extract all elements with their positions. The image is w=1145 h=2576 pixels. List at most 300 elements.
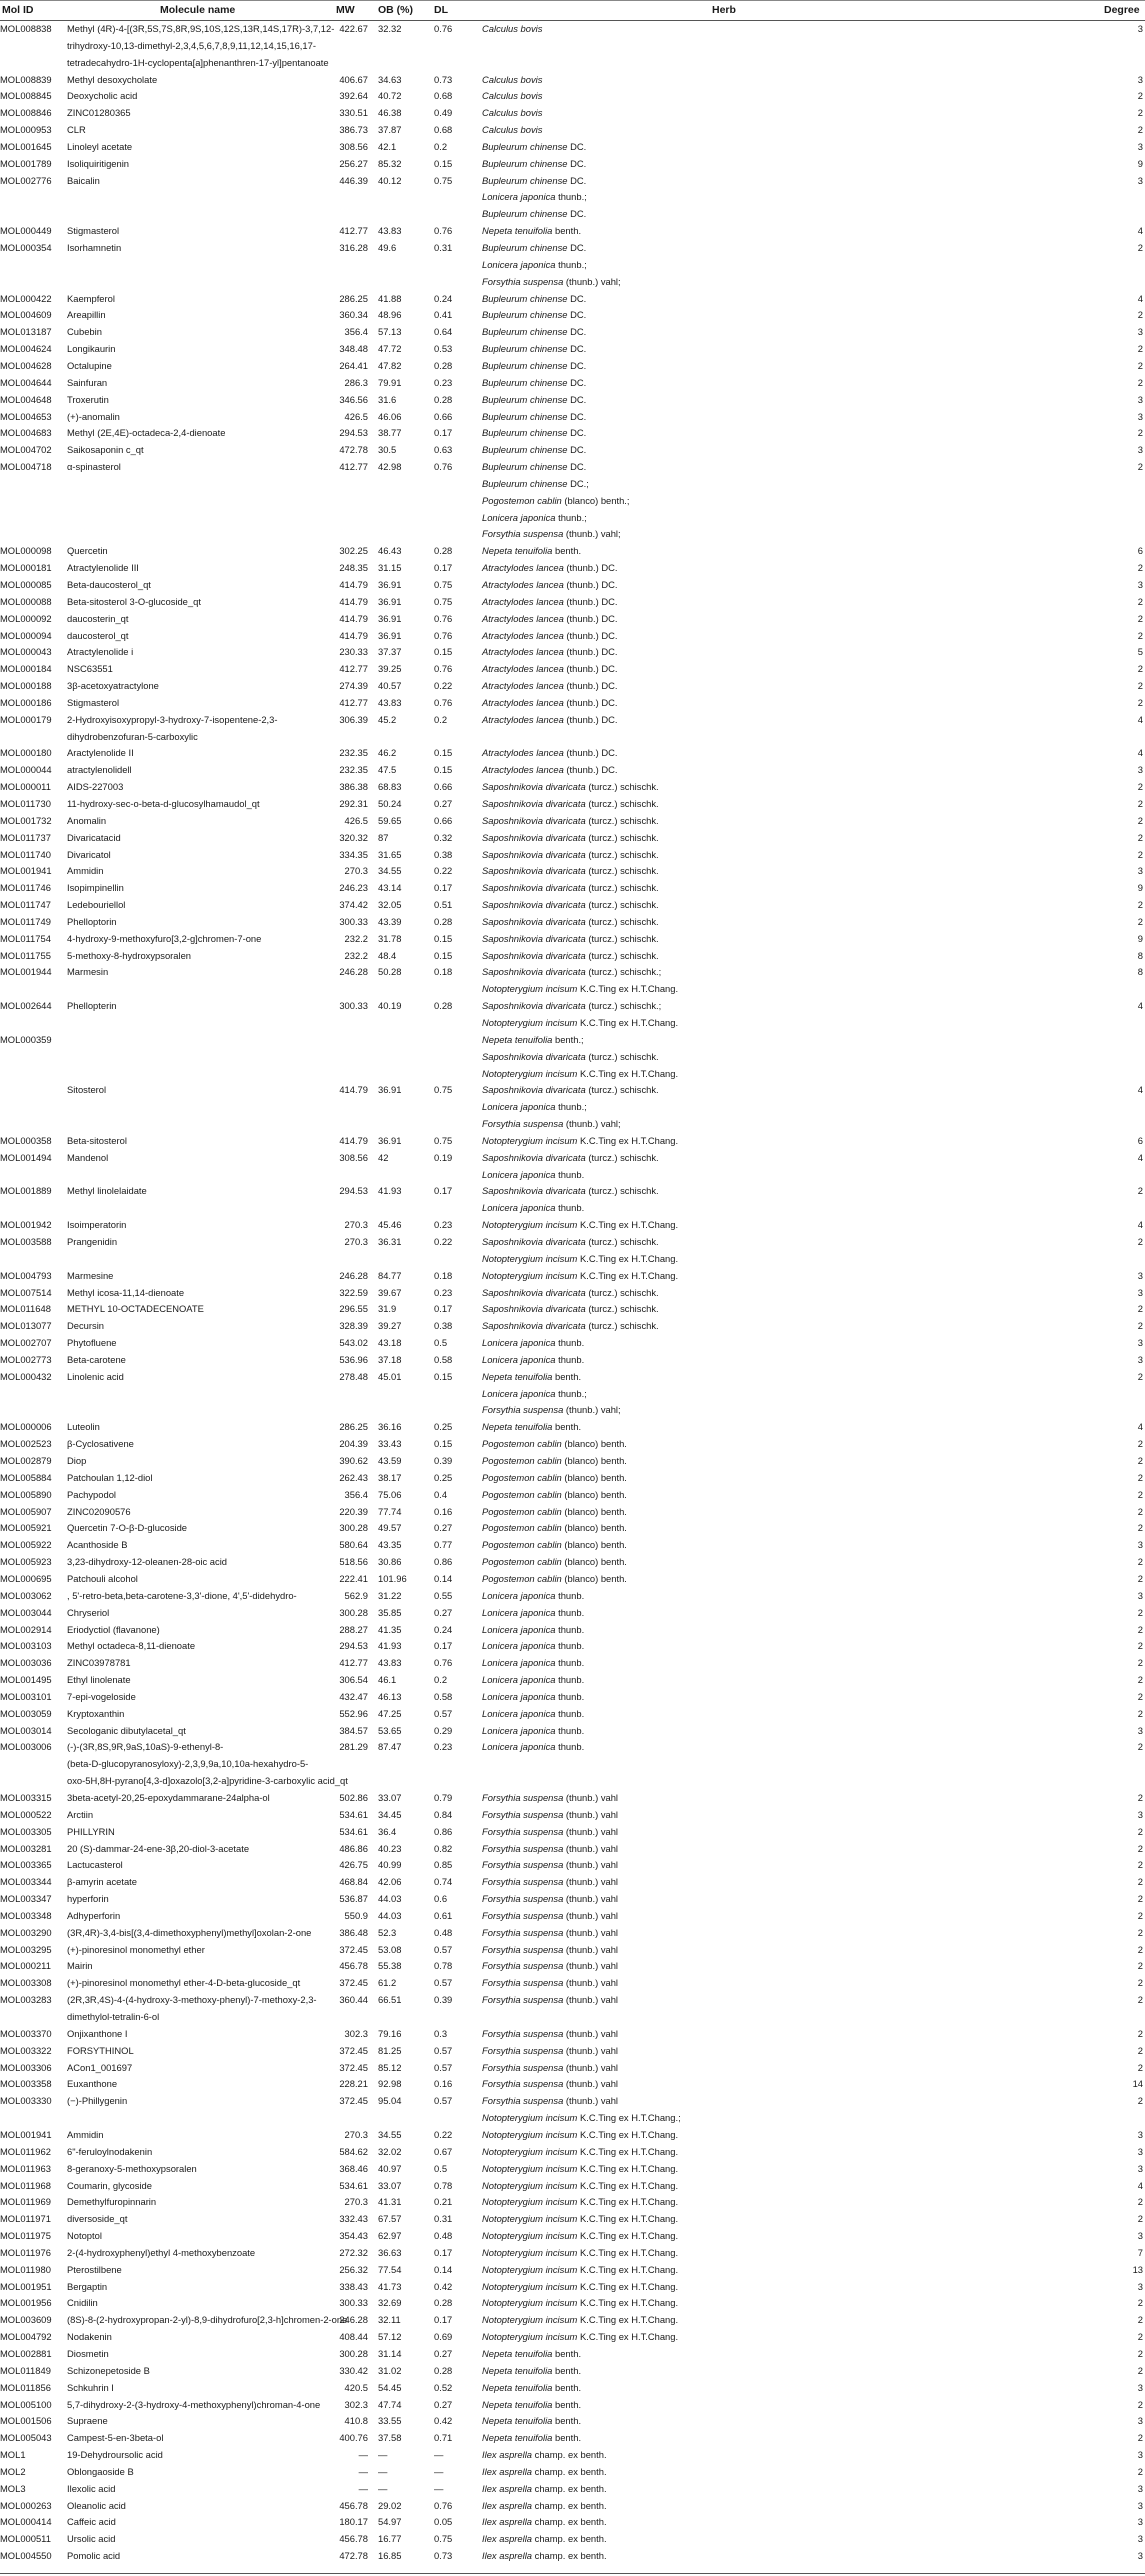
mol-id-cell: MOL000011 bbox=[0, 781, 51, 793]
ob-cell: 33.07 bbox=[378, 1792, 402, 1803]
mol-id-cell: MOL000044 bbox=[0, 764, 52, 776]
table-row bbox=[0, 2517, 1145, 2534]
dl-cell: 0.2 bbox=[434, 140, 448, 152]
ob-cell: 31.6 bbox=[378, 393, 397, 405]
herb-authority: (thunb.) vahl; bbox=[563, 1118, 621, 1130]
mol-id-cell: MOL000358 bbox=[0, 1134, 52, 1146]
herb-authority: (thunb.) vahl; bbox=[563, 275, 621, 287]
mol-id-cell: MOL003588 bbox=[0, 1236, 52, 1248]
dl-cell: 0.76 bbox=[434, 461, 453, 473]
herb-authority: (turcz.) schischk. bbox=[585, 1286, 659, 1298]
table-row bbox=[0, 1709, 1145, 1726]
degree-cell: 9 bbox=[1137, 157, 1143, 169]
mol-id-cell: MOL000359 bbox=[0, 1033, 52, 1045]
table-row bbox=[0, 1591, 1145, 1608]
ob-cell: 36.16 bbox=[378, 1421, 402, 1433]
degree-cell: 2 bbox=[1137, 1859, 1143, 1871]
molecule-name-cell: Ammidin bbox=[67, 2128, 104, 2140]
herb-cell bbox=[482, 1271, 678, 1281]
herb-cell bbox=[482, 1961, 618, 1971]
herb-species: Bupleurum chinense bbox=[482, 376, 568, 388]
herb-authority: (turcz.) schischk. bbox=[585, 831, 659, 843]
dl-cell: 0.23 bbox=[434, 1741, 453, 1753]
herb-species: Atractylodes lancea bbox=[482, 646, 564, 658]
mw-cell: 232.35 bbox=[339, 764, 368, 776]
mol-id-cell: MOL011746 bbox=[0, 882, 51, 894]
mol-id-cell: MOL003347 bbox=[0, 1893, 52, 1905]
dl-cell: 0.51 bbox=[434, 899, 453, 911]
dl-cell: 0.64 bbox=[434, 326, 453, 338]
herb-cell bbox=[482, 951, 659, 961]
herb-species: Forsythia suspensa bbox=[482, 1943, 564, 1955]
herb-cell bbox=[482, 1153, 659, 1163]
mw-cell: 316.28 bbox=[339, 242, 368, 254]
herb-cell bbox=[482, 192, 587, 202]
herb-cell bbox=[482, 2298, 678, 2308]
mol-id-cell: MOL003305 bbox=[0, 1825, 52, 1837]
table-row bbox=[0, 917, 1145, 934]
mol-id-cell: MOL011737 bbox=[0, 831, 51, 843]
table-row bbox=[0, 1844, 1145, 1861]
herb-authority: (turcz.) schischk. bbox=[585, 1084, 659, 1096]
ob-cell: 30.5 bbox=[378, 444, 397, 456]
herb-authority: thunb. bbox=[555, 1640, 585, 1652]
herb-cell bbox=[482, 900, 659, 910]
ob-cell: 46.43 bbox=[378, 545, 402, 557]
table-row bbox=[0, 1894, 1145, 1911]
degree-cell: 8 bbox=[1137, 966, 1143, 978]
mol-id-cell: MOL011976 bbox=[0, 2246, 51, 2258]
ob-cell: 87 bbox=[378, 831, 389, 843]
molecule-name-cell: Diosmetin bbox=[67, 2347, 109, 2359]
mol-id-cell: MOL004628 bbox=[0, 359, 52, 371]
herb-cell bbox=[482, 142, 586, 152]
herb-authority: K.C.Ting ex H.T.Chang. bbox=[577, 2280, 679, 2292]
herb-species: Lonicera japonica bbox=[482, 1387, 556, 1399]
mol-id-cell: MOL003348 bbox=[0, 1909, 52, 1921]
herb-cell bbox=[482, 748, 618, 758]
herb-authority: (thunb.) DC. bbox=[563, 562, 618, 574]
mw-cell: 384.57 bbox=[339, 1724, 368, 1736]
degree-cell: 2 bbox=[1137, 915, 1143, 927]
herb-cell bbox=[482, 1035, 584, 1045]
herb-authority: (thunb.) vahl bbox=[563, 1842, 619, 1854]
molecule-name-cell: (+)-anomalin bbox=[67, 410, 120, 422]
herb-species: Pogostemon cablin bbox=[482, 1438, 562, 1450]
mol-id-cell: MOL002776 bbox=[0, 174, 52, 186]
herb-authority: K.C.Ting ex H.T.Chang. bbox=[577, 2196, 679, 2208]
mol-id-cell: MOL000432 bbox=[0, 1370, 52, 1382]
molecule-name-cell: Coumarin, glycoside bbox=[67, 2179, 152, 2191]
degree-cell: 3 bbox=[1137, 2128, 1143, 2140]
ob-cell: 84.77 bbox=[378, 1269, 402, 1281]
herb-authority: (thunb.) vahl bbox=[563, 1909, 619, 1921]
mw-cell: 262.43 bbox=[339, 1471, 368, 1483]
dl-cell: 0.32 bbox=[434, 831, 453, 843]
table-row bbox=[0, 1321, 1145, 1338]
herb-cell bbox=[482, 243, 586, 253]
herb-authority: (thunb.) DC. bbox=[563, 747, 618, 759]
degree-cell: 2 bbox=[1137, 2196, 1143, 2208]
herb-cell bbox=[482, 1827, 618, 1837]
dl-cell: 0.76 bbox=[434, 225, 453, 237]
herb-cell bbox=[482, 917, 659, 927]
herb-species: Bupleurum chinense bbox=[482, 309, 568, 321]
herb-cell bbox=[482, 412, 586, 422]
ob-cell: 46.06 bbox=[378, 410, 402, 422]
dl-cell: 0.5 bbox=[434, 1337, 448, 1349]
molecule-name-cell: trihydroxy-10,13-dimethyl-2,3,4,5,6,7,8,9,11,12,14,15,16,17- bbox=[67, 39, 316, 51]
ob-cell: 36.91 bbox=[378, 1084, 402, 1096]
dl-cell: 0.16 bbox=[434, 2078, 453, 2090]
mw-cell: 584.62 bbox=[339, 2145, 368, 2157]
dl-cell: 0.57 bbox=[434, 2061, 453, 2073]
herb-cell bbox=[482, 1355, 584, 1365]
mw-cell: 414.79 bbox=[339, 612, 368, 624]
mw-cell: 306.39 bbox=[339, 713, 368, 725]
mw-cell: 412.77 bbox=[339, 225, 368, 237]
herb-species: Atractylodes lancea bbox=[482, 629, 564, 641]
mw-cell: 400.76 bbox=[339, 2432, 368, 2444]
ob-cell: 46.2 bbox=[378, 747, 397, 759]
mol-id-cell: MOL013187 bbox=[0, 326, 52, 338]
table-row bbox=[0, 614, 1145, 631]
table-row bbox=[0, 2181, 1145, 2198]
mw-cell: 534.61 bbox=[339, 2179, 368, 2191]
herb-authority: thunb.; bbox=[555, 1387, 587, 1399]
table-row bbox=[0, 782, 1145, 799]
mw-cell: 543.02 bbox=[339, 1337, 368, 1349]
degree-cell: 5 bbox=[1137, 646, 1143, 658]
herb-cell bbox=[482, 1338, 584, 1348]
herb-species: Notopterygium incisum bbox=[482, 2162, 578, 2174]
dl-cell: 0.25 bbox=[434, 1421, 453, 1433]
mol-id-cell: MOL003059 bbox=[0, 1707, 52, 1719]
molecule-name-cell: dihydrobenzofuran-5-carboxylic bbox=[67, 730, 198, 742]
table-row bbox=[0, 2130, 1145, 2147]
degree-cell: 3 bbox=[1137, 1269, 1143, 1281]
molecule-name-cell: Diop bbox=[67, 1455, 87, 1467]
dl-cell: 0.19 bbox=[434, 1151, 453, 1163]
herb-authority: DC. bbox=[567, 393, 587, 405]
herb-authority: benth. bbox=[552, 2347, 582, 2359]
herb-species: Notopterygium incisum bbox=[482, 2280, 578, 2292]
table-row bbox=[0, 1877, 1145, 1894]
table-row bbox=[0, 243, 1145, 294]
herb-cell bbox=[482, 1119, 621, 1129]
mw-cell: 264.41 bbox=[339, 359, 368, 371]
mw-cell: 420.5 bbox=[344, 2381, 368, 2393]
degree-cell: 2 bbox=[1137, 1438, 1143, 1450]
degree-cell: 2 bbox=[1137, 1842, 1143, 1854]
table-row bbox=[0, 715, 1145, 749]
herb-cell bbox=[482, 866, 659, 876]
ob-cell: 45.46 bbox=[378, 1219, 402, 1231]
molecule-name-cell: Methyl octadeca-8,11-dienoate bbox=[67, 1640, 196, 1652]
degree-cell: 2 bbox=[1137, 427, 1143, 439]
herb-cell bbox=[482, 1507, 627, 1517]
herb-species: Notopterygium incisum bbox=[482, 2246, 578, 2258]
herb-authority: thunb.; bbox=[555, 511, 587, 523]
mol-id-cell: MOL000092 bbox=[0, 612, 52, 624]
mol-id-cell: MOL000953 bbox=[0, 124, 52, 136]
herb-cell bbox=[482, 125, 542, 135]
herb-authority: (thunb.) DC. bbox=[563, 713, 618, 725]
herb-authority: (thunb.) DC. bbox=[563, 764, 618, 776]
molecule-name-cell: 6"-feruloylnodakenin bbox=[67, 2145, 153, 2157]
herb-species: Bupleurum chinense bbox=[482, 477, 568, 489]
mw-cell: 550.9 bbox=[344, 1909, 368, 1921]
dl-cell: 0.74 bbox=[434, 1876, 453, 1888]
herb-authority: (thunb.) vahl bbox=[563, 1943, 619, 1955]
molecule-name-cell: Kaempferol bbox=[67, 292, 115, 304]
herb-species: Forsythia suspensa bbox=[482, 2061, 564, 2073]
herb-species: Notopterygium incisum bbox=[482, 1219, 578, 1231]
mw-cell: 348.48 bbox=[339, 343, 368, 355]
mol-id-cell: MOL003370 bbox=[0, 2027, 52, 2039]
herb-species: Notopterygium incisum bbox=[482, 2314, 578, 2326]
degree-cell: 3 bbox=[1137, 1337, 1143, 1349]
mw-cell: 472.78 bbox=[339, 444, 368, 456]
dl-cell: 0.3 bbox=[434, 2027, 448, 2039]
herb-authority: (thunb.) vahl bbox=[563, 2027, 619, 2039]
mol-id-cell: MOL003044 bbox=[0, 1606, 52, 1618]
ob-cell: 50.24 bbox=[378, 797, 402, 809]
table-header bbox=[0, 0, 1145, 21]
molecule-name-cell: Decursin bbox=[67, 1320, 104, 1332]
ob-cell: 31.15 bbox=[378, 562, 402, 574]
degree-cell: 2 bbox=[1137, 242, 1143, 254]
degree-cell: 2 bbox=[1137, 343, 1143, 355]
herb-authority: champ. ex benth. bbox=[532, 2499, 607, 2511]
header-molecule-name: Molecule name bbox=[160, 4, 236, 16]
dl-cell: 0.17 bbox=[434, 1640, 453, 1652]
header-degree: Degree bbox=[1104, 4, 1140, 16]
herb-species: Forsythia suspensa bbox=[482, 2078, 564, 2090]
herb-species: Ilex asprella bbox=[482, 2533, 533, 2545]
ob-cell: 31.14 bbox=[378, 2347, 402, 2359]
mol-id-cell: MOL011975 bbox=[0, 2230, 51, 2242]
mw-cell: 228.21 bbox=[339, 2078, 368, 2090]
dl-cell: 0.76 bbox=[434, 612, 453, 624]
table-row bbox=[0, 2450, 1145, 2467]
herb-species: Bupleurum chinense bbox=[482, 326, 568, 338]
degree-cell: 2 bbox=[1137, 2314, 1143, 2326]
mol-id-cell: MOL000179 bbox=[0, 713, 52, 725]
table-row bbox=[0, 1473, 1145, 1490]
herb-cell bbox=[482, 176, 586, 186]
mw-cell: 536.87 bbox=[339, 1893, 368, 1905]
degree-cell: 3 bbox=[1137, 2280, 1143, 2292]
mw-cell: 426.75 bbox=[339, 1859, 368, 1871]
molecule-name-cell: Beta-sitosterol 3-O-glucoside_qt bbox=[67, 595, 201, 607]
table-row bbox=[0, 866, 1145, 883]
dl-cell: 0.24 bbox=[434, 1623, 453, 1635]
herb-species: Nepeta tenuifolia bbox=[482, 1421, 553, 1433]
mw-cell: 386.48 bbox=[339, 1926, 368, 1938]
herb-cell bbox=[482, 2433, 581, 2443]
molecule-name-cell: Secologanic dibutylacetal_qt bbox=[67, 1724, 186, 1736]
mw-cell: 248.35 bbox=[339, 562, 368, 574]
dl-cell: 0.61 bbox=[434, 1909, 453, 1921]
molecule-name-cell: Beta-carotene bbox=[67, 1353, 126, 1365]
herb-authority: (thunb.) DC. bbox=[563, 696, 618, 708]
dl-cell: 0.17 bbox=[434, 882, 453, 894]
ob-cell: 42 bbox=[378, 1151, 389, 1163]
herb-authority: (thunb.) DC. bbox=[563, 680, 618, 692]
dl-cell: 0.79 bbox=[434, 1792, 453, 1803]
molecule-name-cell: 3β-acetoxyatractylone bbox=[67, 680, 159, 692]
herb-authority: champ. ex benth. bbox=[532, 2449, 607, 2461]
herb-authority: DC. bbox=[567, 140, 587, 152]
table-row bbox=[0, 546, 1145, 563]
dl-cell: 0.76 bbox=[434, 23, 453, 34]
molecule-name-cell: Anomalin bbox=[67, 814, 107, 826]
dl-cell: 0.16 bbox=[434, 1505, 453, 1517]
degree-cell: 3 bbox=[1137, 1808, 1143, 1820]
mol-id-cell: MOL003330 bbox=[0, 2095, 52, 2107]
ob-cell: 67.57 bbox=[378, 2213, 402, 2225]
degree-cell: 3 bbox=[1137, 1724, 1143, 1736]
degree-cell: 3 bbox=[1137, 764, 1143, 776]
herb-authority: K.C.Ting ex H.T.Chang. bbox=[577, 2179, 679, 2191]
degree-cell: 2 bbox=[1137, 1977, 1143, 1989]
dl-cell: 0.28 bbox=[434, 2297, 453, 2309]
mol-id-cell: MOL011971 bbox=[0, 2213, 51, 2225]
herb-cell bbox=[482, 2416, 581, 2426]
herb-species: Atractylodes lancea bbox=[482, 680, 564, 692]
table-row bbox=[0, 2282, 1145, 2299]
molecule-name-cell: Methyl linolelaidate bbox=[67, 1185, 147, 1197]
table-row bbox=[0, 1860, 1145, 1877]
table-row bbox=[0, 2349, 1145, 2366]
herb-species: Forsythia suspensa bbox=[482, 1876, 564, 1888]
herb-species: Pogostemon cablin bbox=[482, 1505, 562, 1517]
ob-cell: 50.28 bbox=[378, 966, 402, 978]
table-row bbox=[0, 2400, 1145, 2417]
herb-authority: benth. bbox=[552, 225, 582, 237]
molecule-name-cell: Onjixanthone I bbox=[67, 2027, 128, 2039]
herb-authority: (turcz.) schischk.; bbox=[585, 966, 662, 978]
herb-cell bbox=[482, 698, 618, 708]
mw-cell: 286.25 bbox=[339, 292, 368, 304]
molecule-name-cell: Demethylfuropinnarin bbox=[67, 2196, 157, 2208]
dl-cell: 0.28 bbox=[434, 1000, 453, 1012]
molecule-name-cell: tetradecahydro-1H-cyclopenta[a]phenanthren-17-yl]pentanoate bbox=[67, 56, 329, 68]
mol-id-cell: MOL004718 bbox=[0, 461, 52, 473]
herb-authority: DC. bbox=[567, 292, 587, 304]
mol-id-cell: MOL001941 bbox=[0, 865, 52, 877]
degree-cell: 2 bbox=[1137, 1185, 1143, 1197]
herb-authority: (blanco) benth. bbox=[561, 1556, 627, 1568]
table-row bbox=[0, 310, 1145, 327]
mw-cell: 372.45 bbox=[339, 1943, 368, 1955]
herb-cell bbox=[482, 1844, 618, 1854]
herb-authority: (turcz.) schischk. bbox=[585, 781, 659, 793]
herb-species: Saposhnikovia divaricata bbox=[482, 1151, 586, 1163]
table-row bbox=[0, 1136, 1145, 1153]
herb-authority: (turcz.) schischk.; bbox=[585, 1000, 662, 1012]
herb-authority: (turcz.) schischk. bbox=[585, 1320, 659, 1332]
herb-authority: K.C.Ting ex H.T.Chang. bbox=[577, 2263, 679, 2275]
molecule-name-cell: 2-(4-hydroxyphenyl)ethyl 4-methoxybenzoate bbox=[67, 2246, 256, 2258]
mw-cell: 536.96 bbox=[339, 1353, 368, 1365]
mw-cell: 372.45 bbox=[339, 1977, 368, 1989]
ob-cell: 37.58 bbox=[378, 2432, 402, 2444]
herb-cell bbox=[482, 1136, 678, 1146]
mol-id-cell: MOL005923 bbox=[0, 1556, 52, 1568]
dl-cell: 0.18 bbox=[434, 966, 453, 978]
degree-cell: 2 bbox=[1137, 663, 1143, 675]
mol-id-cell: MOL013077 bbox=[0, 1320, 52, 1332]
ob-cell: 36.91 bbox=[378, 595, 402, 607]
mol-id-cell: MOL011754 bbox=[0, 932, 51, 944]
herb-cell bbox=[482, 2197, 678, 2207]
table-row bbox=[0, 1338, 1145, 1355]
mw-cell: 306.54 bbox=[339, 1674, 368, 1686]
molecule-name-cell: ACon1_001697 bbox=[67, 2061, 133, 2073]
herb-cell bbox=[482, 1726, 584, 1736]
molecule-name-cell: ZINC02090576 bbox=[67, 1505, 131, 1517]
herb-species: Notopterygium incisum bbox=[482, 2179, 578, 2191]
molecule-name-cell: 20 (S)-dammar-24-ene-3β,20-diol-3-acetate bbox=[67, 1842, 250, 1854]
mol-id-cell: MOL000511 bbox=[0, 2533, 51, 2545]
dl-cell: 0.17 bbox=[434, 1185, 453, 1197]
molecule-name-cell: CLR bbox=[67, 124, 86, 136]
degree-cell: 3 bbox=[1137, 393, 1143, 405]
dl-cell: 0.53 bbox=[434, 343, 453, 355]
mw-cell: 346.56 bbox=[339, 393, 368, 405]
herb-authority: (blanco) benth. bbox=[561, 1539, 627, 1551]
table-row bbox=[0, 1490, 1145, 1507]
ob-cell: 35.85 bbox=[378, 1606, 402, 1618]
herb-cell bbox=[482, 2467, 607, 2477]
ob-cell: 43.59 bbox=[378, 1455, 402, 1467]
table-row bbox=[0, 900, 1145, 917]
degree-cell: 2 bbox=[1137, 612, 1143, 624]
degree-cell: 2 bbox=[1137, 1455, 1143, 1467]
molecule-name-cell: ZINC01280365 bbox=[67, 107, 131, 119]
herb-species: Lonicera japonica bbox=[482, 1724, 556, 1736]
herb-cell bbox=[482, 1557, 627, 1567]
herb-authority: (turcz.) schischk. bbox=[585, 814, 659, 826]
mw-cell: 270.3 bbox=[344, 2196, 368, 2208]
herb-cell bbox=[482, 226, 581, 236]
mol-id-cell: MOL008845 bbox=[0, 90, 52, 102]
mw-cell: 414.79 bbox=[339, 1084, 368, 1096]
mw-cell: 222.41 bbox=[339, 1572, 368, 1584]
mw-cell: 534.61 bbox=[339, 1808, 368, 1820]
dl-cell: 0.15 bbox=[434, 1370, 453, 1382]
mol-id-cell: MOL003358 bbox=[0, 2078, 52, 2090]
mw-cell: 274.39 bbox=[339, 680, 368, 692]
table-row bbox=[0, 2467, 1145, 2484]
ob-cell: 85.32 bbox=[378, 157, 402, 169]
herb-species: Bupleurum chinense bbox=[482, 174, 568, 186]
herb-species: Forsythia suspensa bbox=[482, 2095, 564, 2107]
mol-id-cell: MOL011755 bbox=[0, 949, 51, 961]
herb-species: Notopterygium incisum bbox=[482, 983, 578, 995]
herb-authority: K.C.Ting ex H.T.Chang. bbox=[577, 2128, 679, 2140]
degree-cell: 3 bbox=[1137, 2482, 1143, 2494]
herb-authority: benth. bbox=[552, 1370, 582, 1382]
mw-cell: 412.77 bbox=[339, 696, 368, 708]
herb-species: Saposhnikovia divaricata bbox=[482, 814, 586, 826]
degree-cell: 2 bbox=[1137, 1522, 1143, 1534]
mol-id-cell: MOL000188 bbox=[0, 680, 52, 692]
mw-cell: 426.5 bbox=[344, 814, 368, 826]
table-row bbox=[0, 1456, 1145, 1473]
